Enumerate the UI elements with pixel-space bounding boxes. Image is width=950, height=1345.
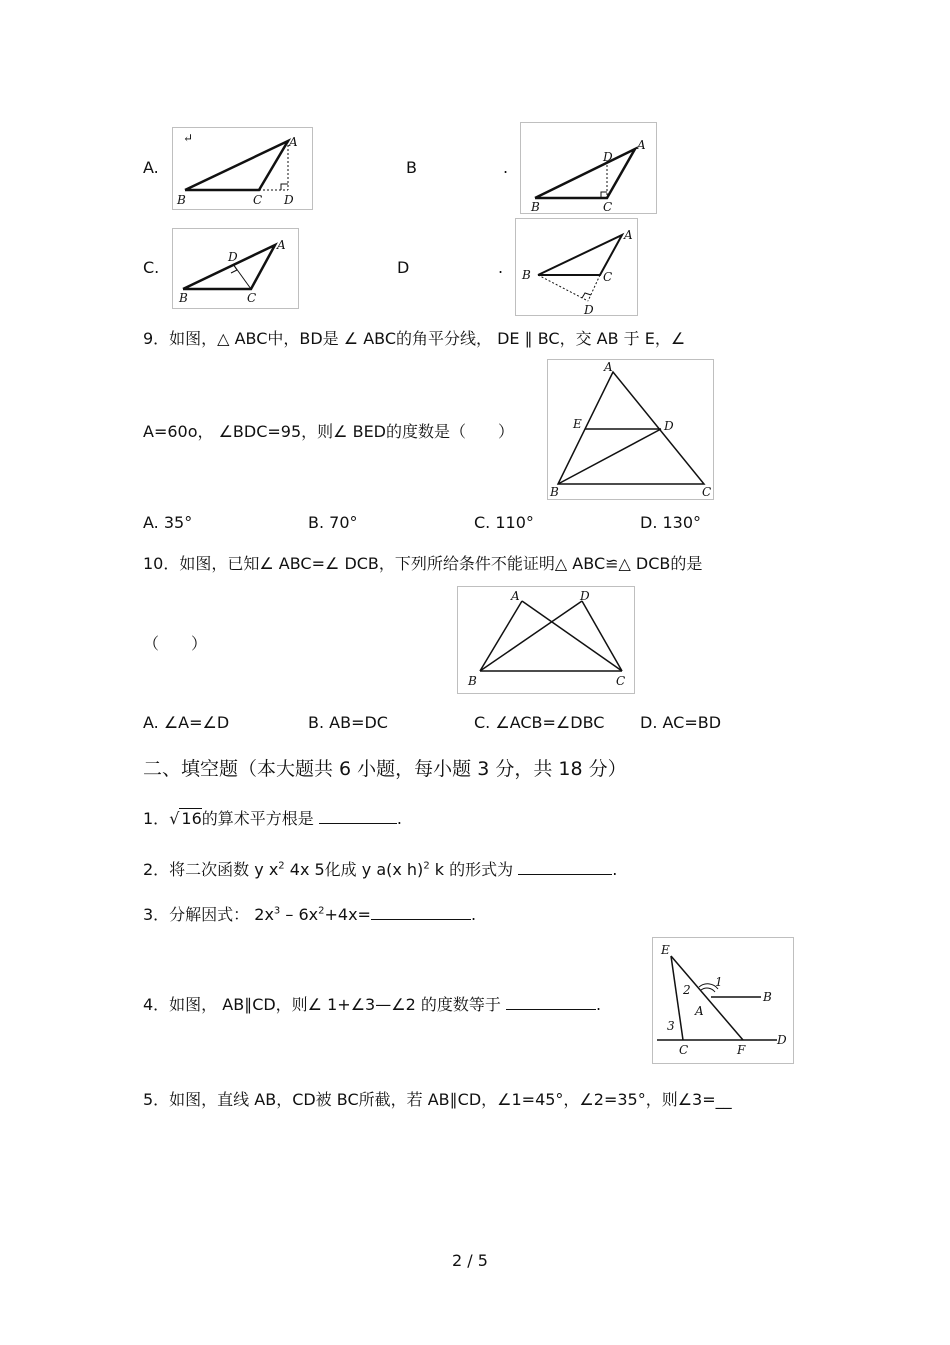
q10-line1: 10．如图，已知∠ ABC=∠ DCB，下列所给条件不能证明△ ABC≌△ DCB的是	[143, 554, 703, 573]
svg-text:B: B	[179, 291, 188, 305]
svg-text:C: C	[247, 291, 257, 305]
return-mark-icon: ↵	[183, 131, 194, 145]
q10-figure	[457, 586, 635, 694]
option-c-label: C.	[143, 258, 160, 277]
option-a-label: A.	[143, 158, 159, 177]
section-title: 二、填空题（本大题共 6 小题，每小题 3 分，共 18 分）	[143, 758, 627, 780]
q4-figure	[652, 937, 794, 1064]
svg-text:D: D	[284, 193, 294, 207]
svg-text:B: B	[177, 193, 186, 207]
option-a-figure	[172, 127, 313, 210]
fill-q1: 1．√ 16的算术平方根是 .	[143, 809, 402, 828]
fill-q3-answer-blank[interactable]	[371, 919, 471, 920]
svg-text:A: A	[624, 228, 633, 242]
q9-option-b: B. 70°	[308, 513, 358, 532]
svg-text:C: C	[616, 674, 626, 688]
fill-q4: 4．如图， AB∥CD，则∠ 1+∠3—∠2 的度数等于 .	[143, 995, 602, 1014]
fill-q1-radicand: 16	[181, 809, 202, 828]
q10-option-d: D. AC=BD	[640, 713, 722, 732]
fill-q4-answer-blank[interactable]	[506, 1009, 596, 1010]
option-d-dot: .	[498, 258, 504, 277]
svg-text:B: B	[468, 674, 477, 688]
svg-text:C: C	[253, 193, 263, 207]
svg-text:A: A	[637, 138, 646, 152]
fill-q2: 2．将二次函数 y $x^2$ 4x 5化成 y a(x h)$^2$ k 的形式为 .	[143, 860, 618, 879]
svg-text:E: E	[661, 943, 670, 957]
svg-text:A: A	[277, 238, 286, 252]
svg-text:D: D	[664, 419, 674, 433]
fill-q2-answer-blank[interactable]	[518, 874, 612, 875]
q9-option-a: A. 35°	[143, 513, 193, 532]
fill-q3: 3．分解因式： $2x^3 - 6x^2+4x=$ .	[143, 905, 477, 924]
option-d-figure	[515, 218, 638, 316]
svg-text:F: F	[737, 1043, 746, 1057]
svg-text:B: B	[522, 268, 531, 282]
q10-option-b: B. AB=DC	[308, 713, 388, 732]
svg-text:3: 3	[667, 1019, 675, 1033]
q9-line1: 9．如图，△ ABC中，BD是 ∠ ABC的角平分线， DE ∥ BC，交 AB 于 E，∠	[143, 329, 686, 348]
svg-text:B: B	[531, 200, 540, 213]
svg-text:D: D	[228, 250, 238, 264]
svg-text:A: A	[604, 360, 613, 374]
fill-q1-answer-blank[interactable]	[319, 823, 397, 824]
svg-text:D: D	[584, 303, 594, 315]
option-b-figure	[520, 122, 657, 214]
fill-q1-number: 1．	[143, 809, 170, 828]
page-number: 2 / 5	[452, 1251, 488, 1270]
q9-figure	[547, 359, 714, 500]
svg-text:2: 2	[683, 983, 691, 997]
svg-text:A: A	[511, 589, 520, 603]
svg-text:C: C	[603, 270, 613, 284]
sqrt-icon: √	[169, 809, 180, 828]
q10-line2: （ ）	[143, 634, 208, 653]
svg-text:A: A	[695, 1004, 704, 1018]
fill-q5: 5．如图，直线 AB，CD被 BC所截，若 AB∥CD，∠1=45°，∠2=35°，则∠3=__	[143, 1090, 732, 1109]
svg-text:A: A	[289, 135, 298, 149]
q10-option-c: C. ∠ACB=∠DBC	[474, 713, 605, 732]
svg-text:B: B	[550, 485, 559, 499]
q9-option-d: D. 130°	[640, 513, 702, 532]
option-b-dot: .	[503, 158, 509, 177]
svg-text:C: C	[679, 1043, 689, 1057]
fill-q1-text: 的算术平方根是	[201, 809, 314, 828]
svg-text:C: C	[603, 200, 613, 213]
q9-line2: A=60o， ∠BDC=95，则∠ BED的度数是（ ）	[143, 422, 515, 441]
svg-text:D: D	[603, 150, 613, 164]
option-d-label: D	[397, 258, 410, 277]
svg-text:D: D	[777, 1033, 787, 1047]
svg-text:D: D	[580, 589, 590, 603]
svg-text:B: B	[763, 990, 772, 1004]
svg-text:C: C	[702, 485, 712, 499]
option-b-label: B	[406, 158, 417, 177]
q9-option-c: C. 110°	[474, 513, 534, 532]
option-c-figure	[172, 228, 299, 309]
q10-option-a: A. ∠A=∠D	[143, 713, 230, 732]
svg-text:1: 1	[715, 975, 723, 989]
svg-text:E: E	[573, 417, 582, 431]
